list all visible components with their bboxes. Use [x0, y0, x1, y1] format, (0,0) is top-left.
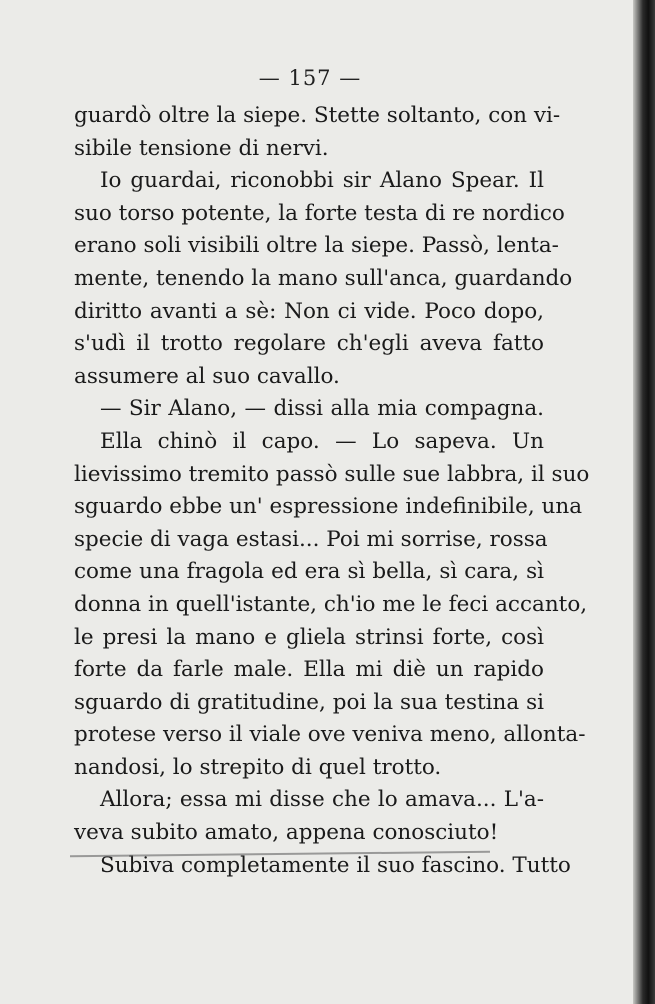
text-line: Subiva completamente il suo fascino. Tutto [100, 852, 571, 878]
text-line: nandosi, lo strepito di quel trotto. [74, 754, 442, 780]
text-line: mente, tenendo la mano sull'anca, guardando [74, 265, 573, 291]
text-line: lievissimo tremito passò sulle sue labbra, il suo [74, 461, 590, 487]
text-line: suo torso potente, la forte testa di re nordico [74, 200, 565, 226]
text-line: Ella chinò il capo. — Lo sapeva. Un [100, 428, 544, 454]
text-line: protese verso il viale ove veniva meno, allonta- [74, 722, 586, 748]
text-line: specie di vaga estasi... Poi mi sorrise, rossa [74, 526, 548, 552]
text-line: s'udì il trotto regolare ch'egli aveva fatto [74, 331, 544, 357]
text-line: diritto avanti a sè: Non ci vide. Poco dopo, [74, 298, 544, 324]
text-line: guardò oltre la siepe. Stette soltanto, con vi- [74, 103, 561, 128]
text-line: forte da farle male. Ella mi diè un rapido [74, 657, 544, 683]
text-line: — Sir Alano, — dissi alla mia compagna. [100, 396, 544, 422]
text-line: sguardo ebbe un' espressione indefinibile, una [74, 494, 583, 520]
text-line: le presi la mano e gliela strinsi forte, così [74, 624, 544, 650]
body-text [74, 100, 590, 882]
page-number: — 157 — [258, 66, 362, 90]
text-line: erano soli visibili oltre la siepe. Passò, lenta- [74, 233, 559, 259]
text-line: veva subito amato, appena conosciuto! [74, 820, 499, 846]
text-line: donna in quell'istante, ch'io me le feci accanto, [74, 591, 588, 617]
text-line: sibile tensione di nervi. [74, 135, 329, 161]
text-line: assumere al suo cavallo. [74, 363, 340, 389]
page-binding-edge [633, 0, 655, 1004]
text-line: Allora; essa mi disse che lo amava... L'a- [100, 787, 544, 813]
text-line: come una fragola ed era sì bella, sì cara, sì [74, 559, 544, 585]
text-line: Io guardai, riconobbi sir Alano Spear. Il [100, 168, 544, 194]
text-line: sguardo di gratitudine, poi la sua testina si [74, 689, 544, 715]
